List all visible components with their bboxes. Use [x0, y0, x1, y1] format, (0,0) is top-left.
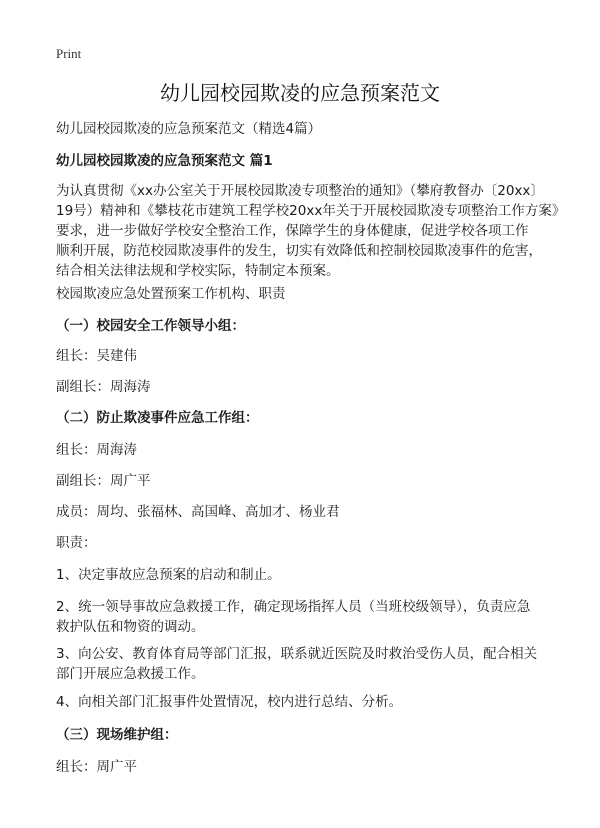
duty-line: 救护队伍和物资的调动。: [56, 619, 205, 635]
duties-label: 职责：: [56, 535, 97, 551]
print-label: Print: [56, 46, 82, 61]
group1-vice-leader: 副组长：周海涛: [56, 379, 151, 395]
group3-heading: （三）现场维护组：: [56, 727, 178, 743]
group2-vice-leader: 副组长：周广平: [56, 473, 151, 489]
duty-line: 部门开展应急救援工作。: [56, 666, 205, 682]
section-heading: 幼儿园校园欺凌的应急预案范文 篇1: [56, 153, 273, 169]
group2-heading: （二）防止欺凌事件应急工作组：: [56, 410, 259, 426]
document-subtitle: 幼儿园校园欺凌的应急预案范文（精选4篇）: [56, 121, 322, 137]
duty-item-1: 1、决定事故应急预案的启动和制止。: [56, 567, 281, 583]
group2-leader: 组长：周海涛: [56, 442, 137, 458]
group2-members: 成员：周均、张福林、高国峰、高加才、杨业君: [56, 504, 340, 520]
duty-line: 3、向公安、教育体育局等部门汇报，联系就近医院及时救治受伤人员，配合相关: [56, 646, 538, 662]
group3-leader: 组长：周广平: [56, 759, 137, 775]
intro-line: 结合相关法律法规和学校实际，特制定本预案。: [56, 263, 340, 279]
duty-item-3: [56, 644, 556, 684]
intro-line: 为认真贯彻《xx办公室关于开展校园欺凌专项整治的通知》（攀府教督办〔20xx〕: [56, 183, 544, 199]
intro-paragraph: [56, 181, 566, 281]
intro-line: 19号）精神和《攀枝花市建筑工程学校20xx年关于开展校园欺凌专项整治工作方案》: [56, 203, 566, 219]
org-heading: 校园欺凌应急处置预案工作机构、职责: [56, 286, 286, 302]
duty-line: 2、统一领导事故应急救援工作，确定现场指挥人员（当班校级领导），负责应急: [56, 599, 531, 615]
duty-item-2: [56, 597, 556, 637]
intro-line: 顺利开展，防范校园欺凌事件的发生，切实有效降低和控制校园欺凌事件的危害，: [56, 243, 542, 259]
document-title: 幼儿园校园欺凌的应急预案范文: [160, 81, 440, 105]
intro-line: 要求，进一步做好学校安全整治工作，保障学生的身体健康，促进学校各项工作: [56, 223, 529, 239]
group1-leader: 组长：吴建伟: [56, 348, 137, 364]
duty-item-4: 4、向相关部门汇报事件处置情况，校内进行总结、分析。: [56, 694, 403, 710]
group1-heading: （一）校园安全工作领导小组：: [56, 318, 245, 334]
